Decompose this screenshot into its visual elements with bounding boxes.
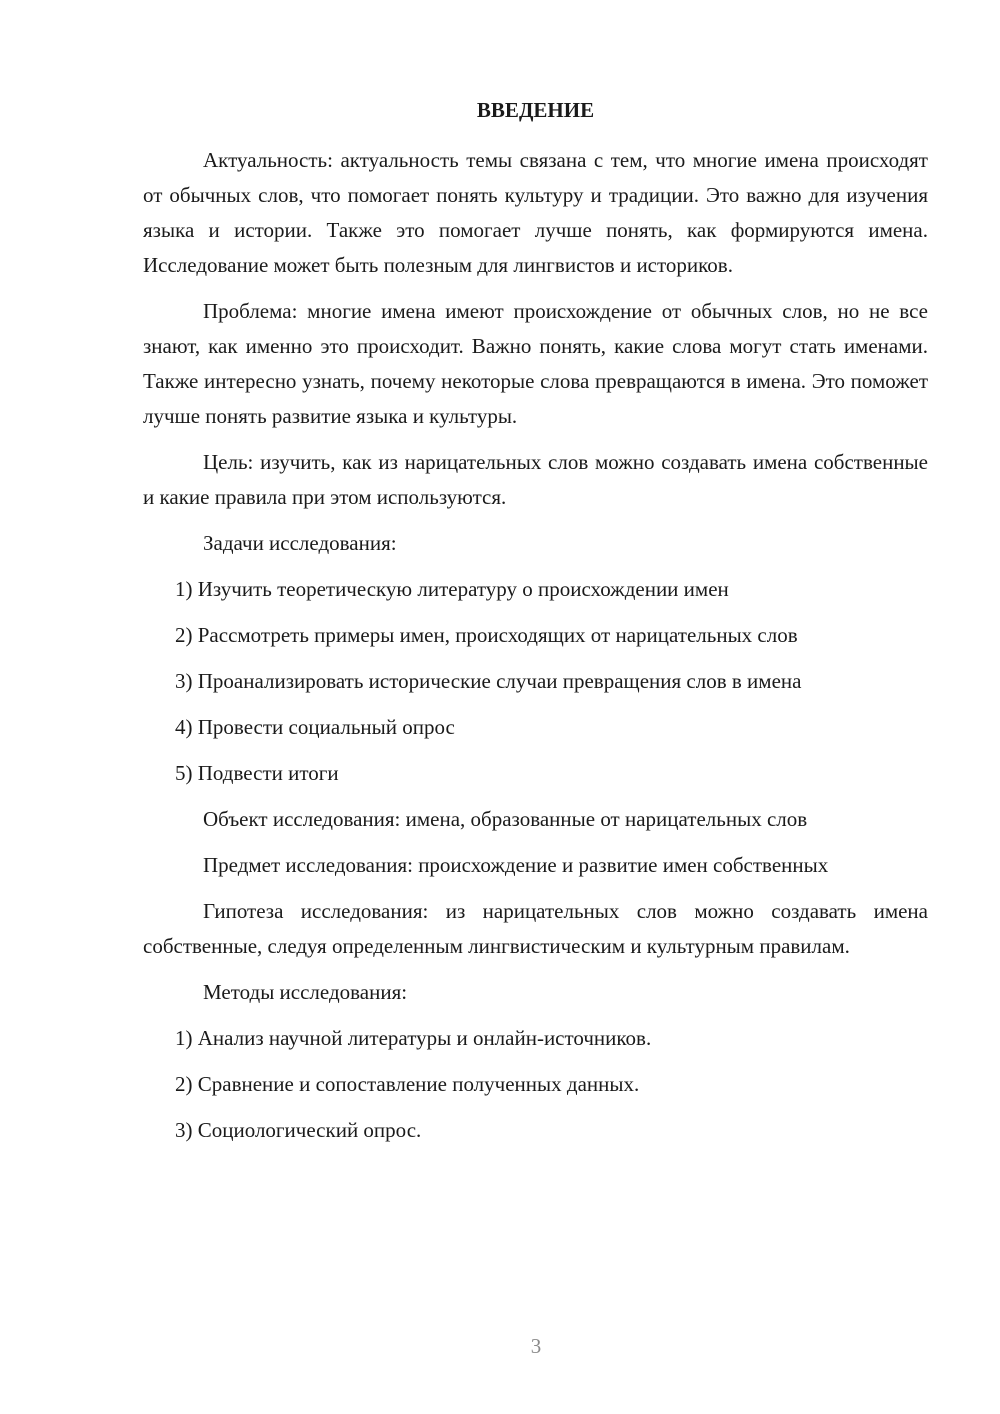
tasks-list xyxy=(143,572,928,791)
goal-paragraph: Цель: изучить, как из нарицательных слов можно создавать имена собственные и какие правила при этом используются. xyxy=(143,450,928,509)
hypothesis-paragraph: Гипотеза исследования: из нарицательных слов можно создавать имена собственные, следуя определенным лингвистическим и культурным правилам. xyxy=(143,899,928,958)
page-number: 3 xyxy=(530,1334,542,1358)
document-page xyxy=(143,95,928,1159)
list-item: 1) Изучить теоретическую литературу о происхождении имен xyxy=(175,577,729,601)
list-item: 4) Провести социальный опрос xyxy=(175,715,455,739)
list-item: 3) Социологический опрос. xyxy=(175,1118,422,1142)
list-item: 3) Проанализировать исторические случаи превращения слов в имена xyxy=(175,669,802,693)
tasks-heading: Задачи исследования: xyxy=(203,531,397,555)
list-item: 2) Сравнение и сопоставление полученных данных. xyxy=(175,1072,640,1096)
methods-list xyxy=(143,1021,928,1148)
list-item: 5) Подвести итоги xyxy=(175,761,339,785)
object-line: Объект исследования: имена, образованные от нарицательных слов xyxy=(203,807,808,831)
subject-paragraph: Предмет исследования: происхождение и развитие имен собственных xyxy=(203,853,829,877)
list-item: 2) Рассмотреть примеры имен, происходящих от нарицательных слов xyxy=(175,623,798,647)
relevance-paragraph: Актуальность: актуальность темы связана с тем, что многие имена происходят от обычных слов, что помогает понять культуру и традиции. Это важно для изучения языка и истории. Также это помогает лучше понять, как формируются имена. Исследование может быть полезным для лингвистов и историков. xyxy=(143,148,928,277)
section-title: ВВЕДЕНИЕ xyxy=(476,98,595,122)
methods-heading: Методы исследования: xyxy=(203,980,408,1004)
problem-paragraph: Проблема: многие имена имеют происхождение от обычных слов, но не все знают, как именно это происходит. Важно понять, какие слова могут стать именами. Также интересно узнать, почему некоторые слова превращаются в имена. Это поможет лучше понять развитие языка и культуры. xyxy=(143,299,928,428)
list-item: 1) Анализ научной литературы и онлайн-источников. xyxy=(175,1026,652,1050)
